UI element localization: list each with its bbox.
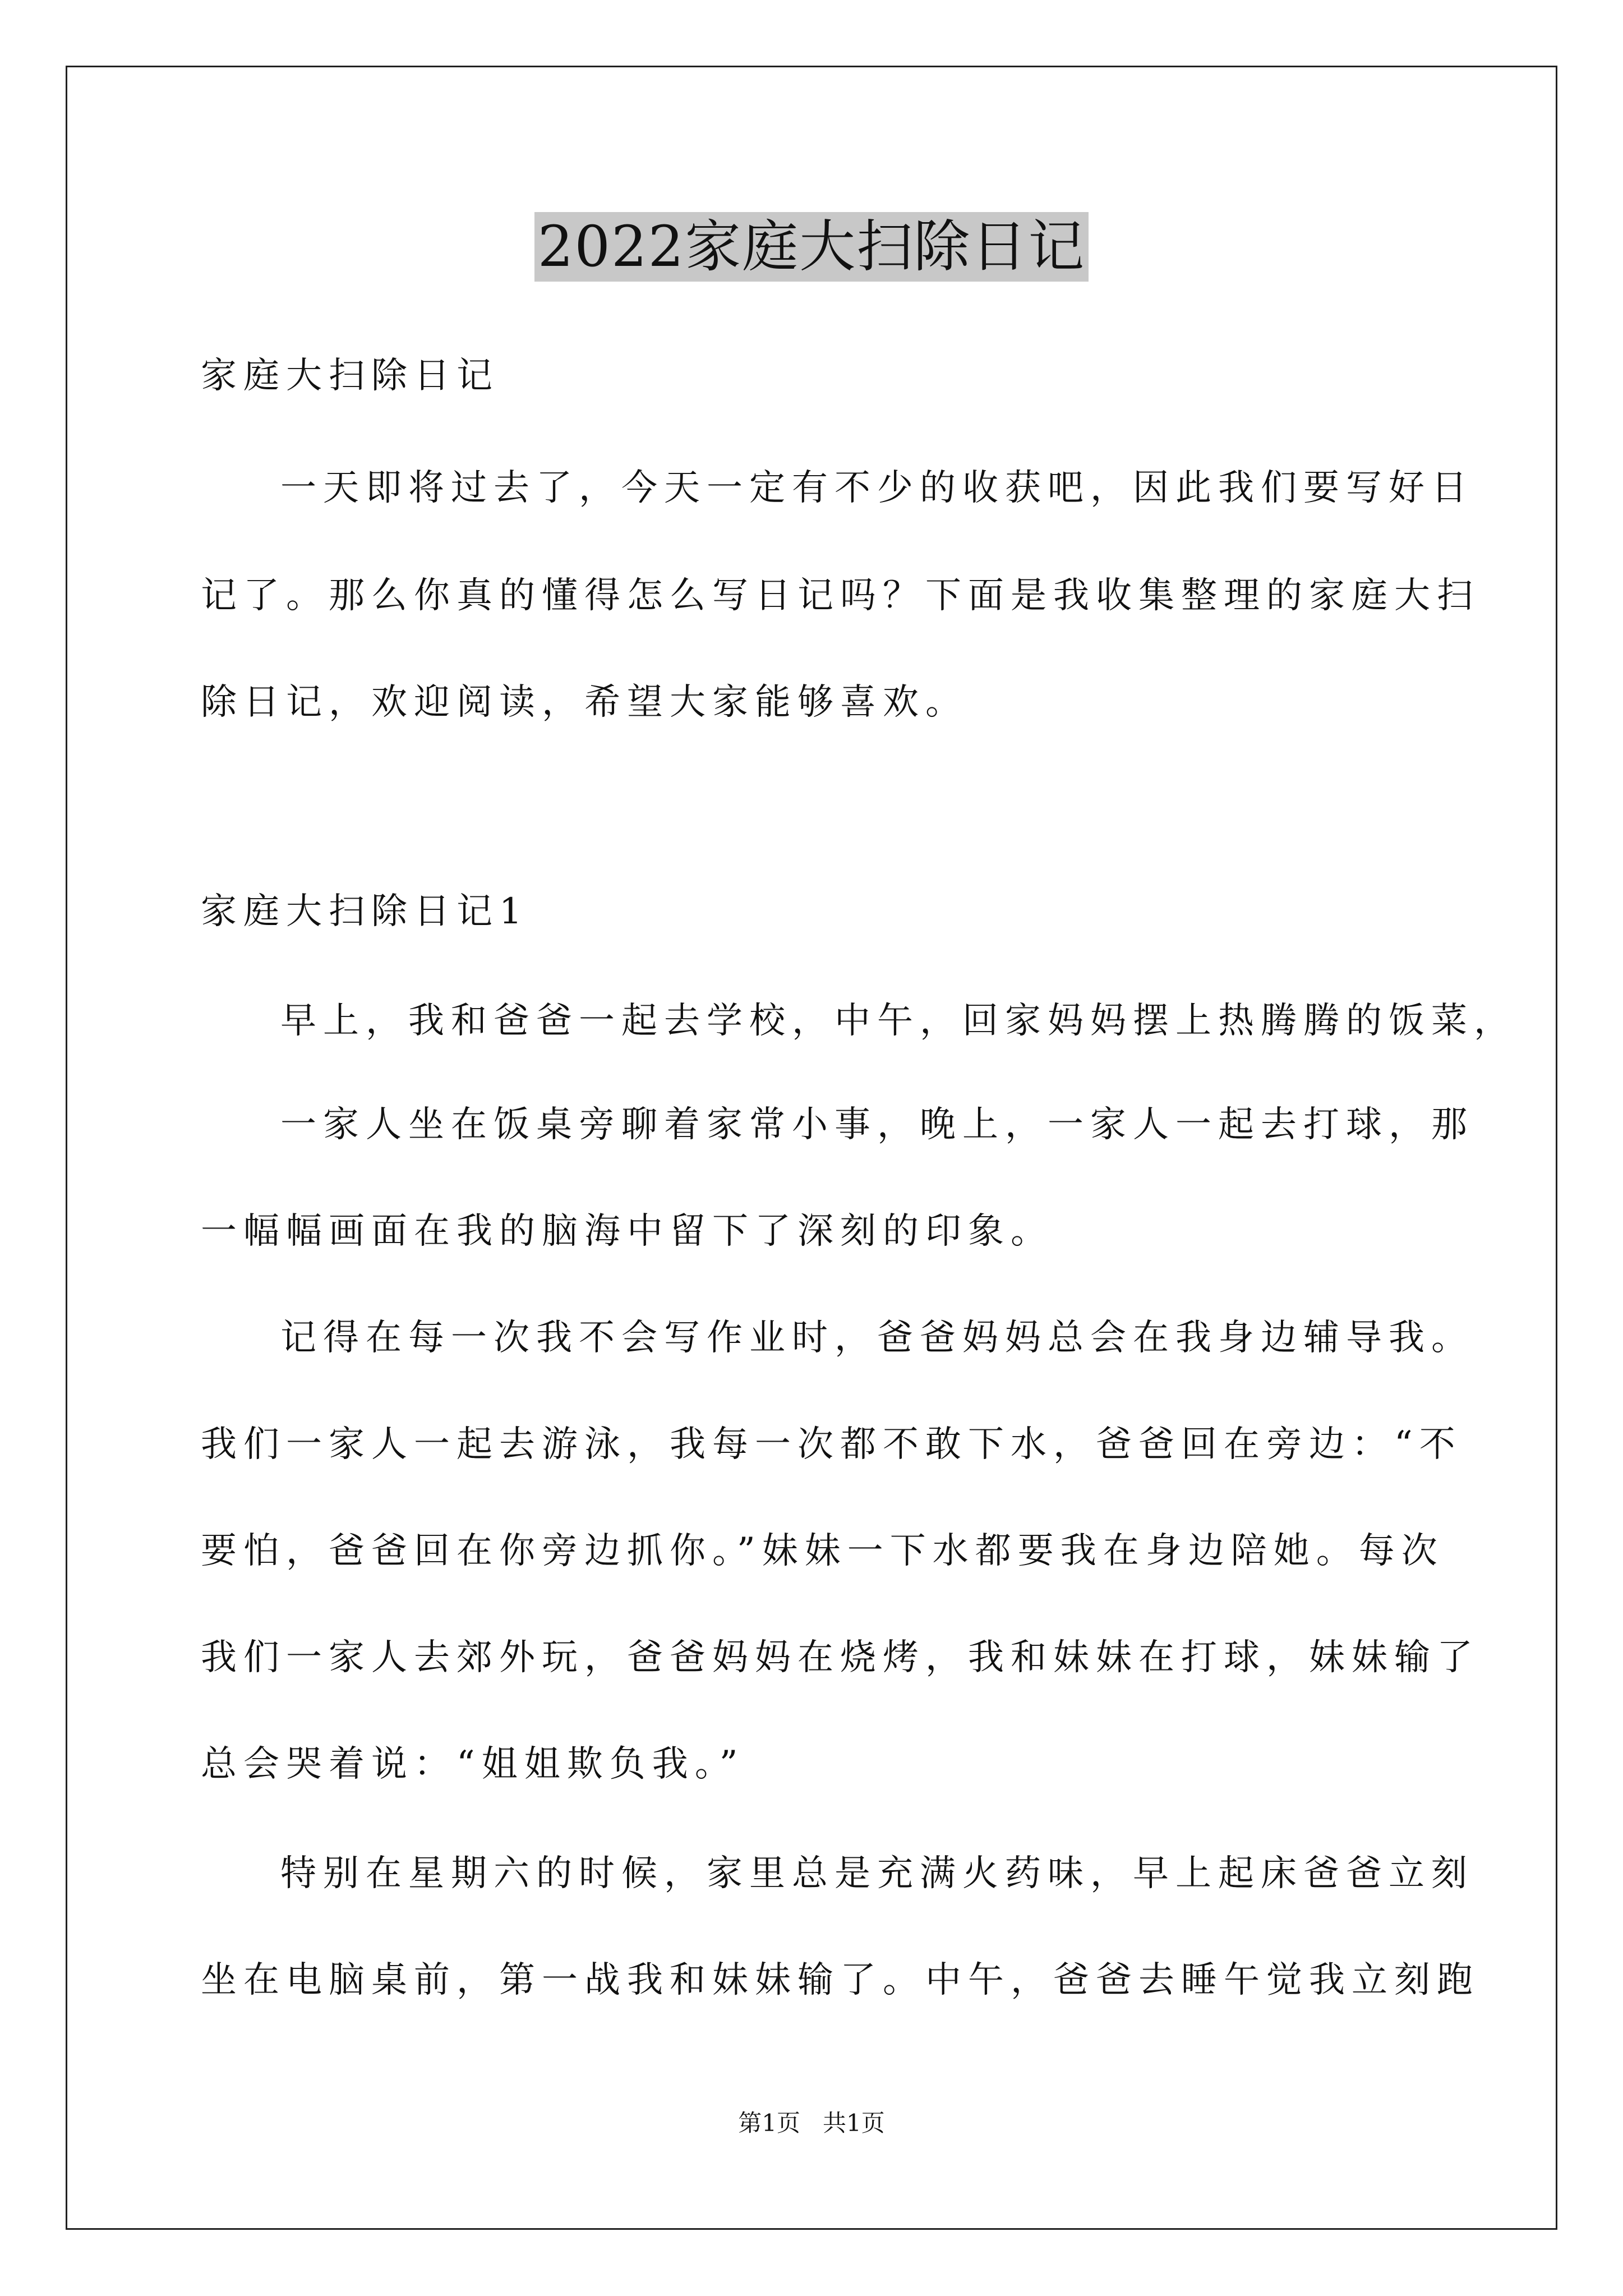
body-line-7: 我们一家人去郊外玩，爸爸妈妈在烧烤，我和妹妹在打球，妹妹输了 — [201, 1637, 1479, 1678]
intro-line-1: 一天即将过去了，今天一定有不少的收获吧，因此我们要写好日 — [280, 467, 1474, 509]
document-title: 2022家庭大扫除日记 — [534, 212, 1089, 282]
body-line-3: 一幅幅画面在我的脑海中留下了深刻的印象。 — [201, 1211, 1053, 1252]
subtitle: 家庭大扫除日记 — [201, 355, 499, 397]
body-line-4: 记得在每一次我不会写作业时，爸爸妈妈总会在我身边辅导我。 — [280, 1317, 1474, 1359]
title-container — [0, 212, 1623, 282]
body-line-9: 特别在星期六的时候，家里总是充满火药味，早上起床爸爸立刻 — [280, 1853, 1474, 1894]
body-line-10: 坐在电脑桌前，第一战我和妹妹输了。中午，爸爸去睡午觉我立刻跑 — [201, 1959, 1479, 2001]
page-number-footer: 第1页 共1页 — [738, 2109, 885, 2137]
intro-line-2: 记了。那么你真的懂得怎么写日记吗？下面是我收集整理的家庭大扫 — [201, 575, 1479, 616]
body-line-5: 我们一家人一起去游泳，我每一次都不敢下水，爸爸回在旁边：“不 — [201, 1424, 1462, 1465]
intro-line-3: 除日记，欢迎阅读，希望大家能够喜欢。 — [201, 682, 968, 723]
body-line-1: 早上，我和爸爸一起去学校，中午，回家妈妈摆上热腾腾的饭菜， — [280, 1000, 1516, 1042]
section-heading: 家庭大扫除日记1 — [201, 891, 529, 932]
body-line-2: 一家人坐在饭桌旁聊着家常小事，晚上，一家人一起去打球，那 — [280, 1104, 1474, 1145]
body-line-8: 总会哭着说：“姐姐欺负我。” — [201, 1743, 745, 1785]
body-line-6: 要怕，爸爸回在你旁边抓你。”妹妹一下水都要我在身边陪她。每次 — [201, 1530, 1444, 1572]
